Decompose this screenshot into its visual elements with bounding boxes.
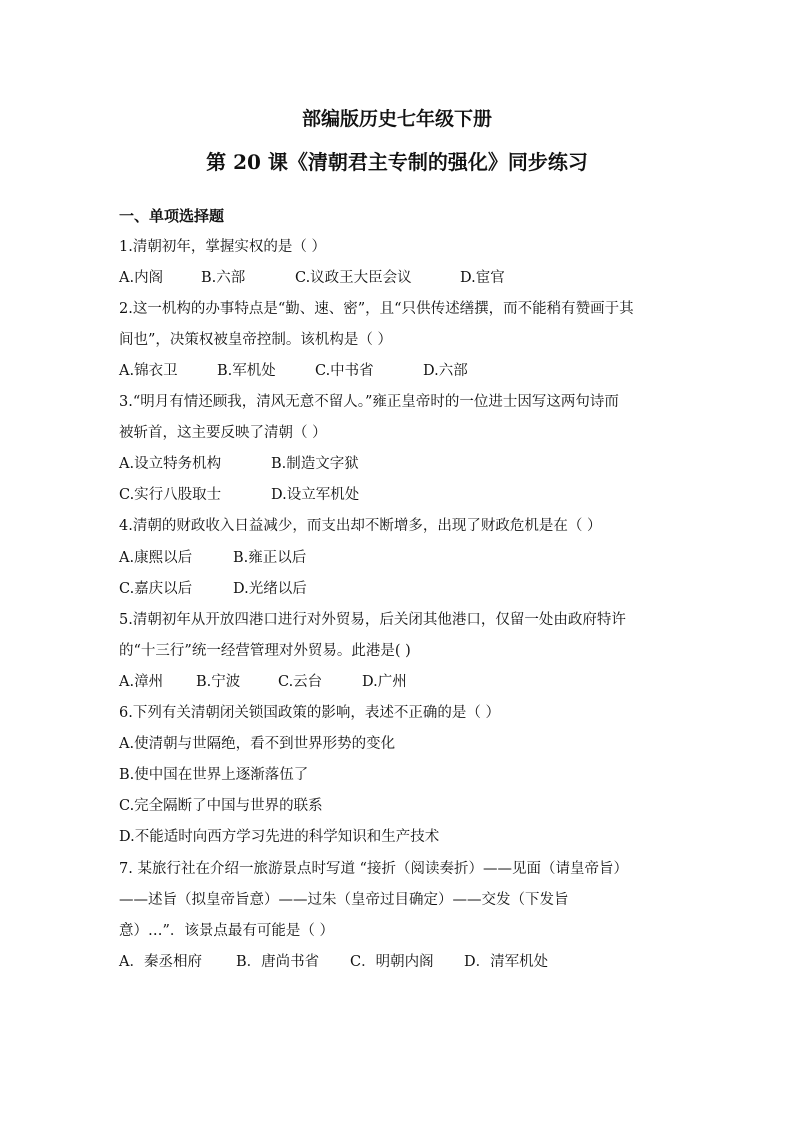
question-7-stem-line2: ——述旨（拟皇帝旨意）——过朱（皇帝过目确定）——交发（下发旨 xyxy=(119,892,569,908)
question-5-stem-line1: 5.清朝初年从开放四港口进行对外贸易，后关闭其他港口，仅留一处由政府特许 xyxy=(119,612,626,628)
question-7-options xyxy=(119,953,548,971)
question-6-stem: 6.下列有关清朝闭关锁国政策的影响，表述不正确的是（ ） xyxy=(119,705,500,721)
question-7-stem-line3: 意）…”．该景点最有可能是（ ） xyxy=(119,923,335,939)
option-c: C．明朝内阁 xyxy=(350,954,434,970)
option-b: B.宁波 xyxy=(196,674,241,690)
option-a: A.康熙以后 xyxy=(119,550,193,566)
option-b: B.六部 xyxy=(201,270,246,286)
question-4-options-row2 xyxy=(119,580,307,598)
question-3-stem-line2: 被斩首，这主要反映了清朝（ ） xyxy=(119,425,327,441)
question-2-stem-line1: 2.这一机构的办事特点是“勤、速、密”，且“只供传述缮撰，而不能稍有赞画于其 xyxy=(119,301,634,317)
option-d: D.六部 xyxy=(423,363,468,379)
question-2-stem-line2: 间也”，决策权被皇帝控制。该机构是（ ） xyxy=(119,332,393,348)
option-c: C.嘉庆以后 xyxy=(119,581,193,597)
question-5-options xyxy=(119,673,407,691)
question-6-option-d: D.不能适时向西方学习先进的科学知识和生产技术 xyxy=(119,829,440,845)
question-3-options-row2 xyxy=(119,486,359,504)
option-d: D.广州 xyxy=(362,674,407,690)
question-5-stem-line2: 的“十三行”统一经营管理对外贸易。此港是( ) xyxy=(119,643,411,659)
question-1-options xyxy=(119,269,505,287)
option-a: A.漳州 xyxy=(119,674,164,690)
lesson-title: 第 20 课《清朝君主专制的强化》同步练习 xyxy=(206,150,588,174)
question-2-options xyxy=(119,362,468,380)
question-6-option-c: C.完全隔断了中国与世界的联系 xyxy=(119,798,323,814)
option-d: D.宦官 xyxy=(460,270,505,286)
option-d: D．清军机处 xyxy=(464,954,549,970)
option-a: A.锦衣卫 xyxy=(119,363,178,379)
question-6-option-a: A.使清朝与世隔绝，看不到世界形势的变化 xyxy=(119,736,396,752)
option-b: B.军机处 xyxy=(217,363,276,379)
question-7-stem-line1: 7. 某旅行社在介绍一旅游景点时写道 “接折（阅读奏折）——见面（请皇帝旨） xyxy=(119,861,628,877)
option-d: D.光绪以后 xyxy=(233,581,307,597)
question-6-option-b: B.使中国在世界上逐渐落伍了 xyxy=(119,767,309,783)
question-3-options-row1 xyxy=(119,455,359,473)
question-4-options-row1 xyxy=(119,549,306,567)
question-1-stem: 1.清朝初年，掌握实权的是（ ） xyxy=(119,239,326,255)
option-a: A.内阁 xyxy=(119,270,164,286)
option-a: A.设立特务机构 xyxy=(119,456,222,472)
question-3-stem-line1: 3.“明月有情还顾我，清风无意不留人。”雍正皇帝时的一位进士因写这两句诗而 xyxy=(119,394,619,410)
option-c: C.实行八股取士 xyxy=(119,487,222,503)
document-title: 部编版历史七年级下册 xyxy=(301,108,492,130)
option-c: C.议政王大臣会议 xyxy=(295,270,412,286)
option-b: B.制造文字狱 xyxy=(271,456,359,472)
question-4-stem: 4.清朝的财政收入日益减少，而支出却不断增多，出现了财政危机是在（ ） xyxy=(119,518,602,534)
option-d: D.设立军机处 xyxy=(271,487,360,503)
section-heading: 一、单项选择题 xyxy=(119,207,225,225)
option-c: C.云台 xyxy=(278,674,323,690)
option-b: B．唐尚书省 xyxy=(236,954,320,970)
option-b: B.雍正以后 xyxy=(233,550,307,566)
option-a: A．秦丞相府 xyxy=(119,954,202,970)
option-c: C.中书省 xyxy=(315,363,374,379)
